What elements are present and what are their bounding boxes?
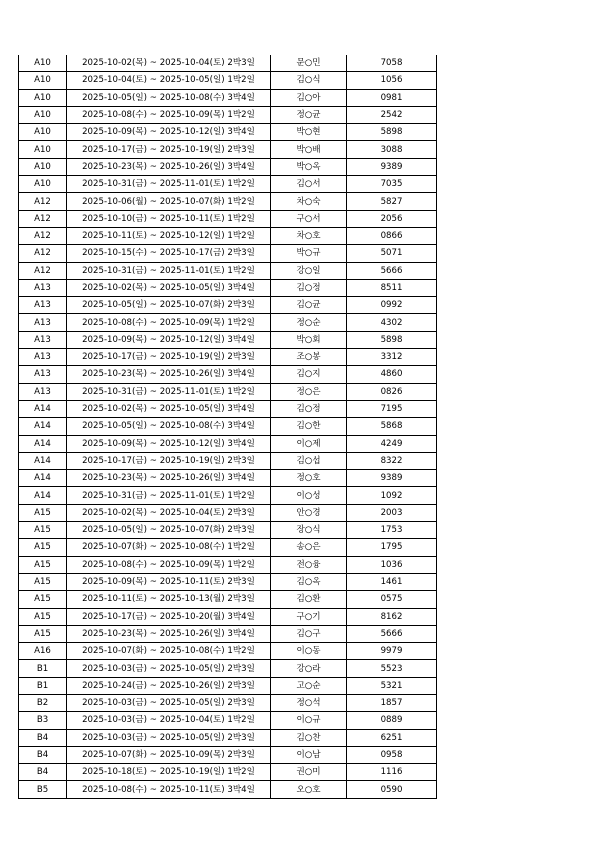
table-row	[19, 487, 437, 504]
room-cell: A12	[19, 245, 67, 262]
period-cell: 2025-10-11(토) ~ 2025-10-12(일) 1박2일	[67, 227, 271, 244]
period-cell: 2025-10-09(목) ~ 2025-10-12(일) 3박4일	[67, 435, 271, 452]
period-cell: 2025-10-03(금) ~ 2025-10-05(일) 2박3일	[67, 729, 271, 746]
room-cell: A10	[19, 141, 67, 158]
guest-name-cell: 강○일	[271, 262, 347, 279]
room-cell: A10	[19, 55, 67, 72]
guest-name-cell: 전○융	[271, 556, 347, 573]
period-cell: 2025-10-08(수) ~ 2025-10-09(목) 1박2일	[67, 106, 271, 123]
code-cell: 5898	[347, 331, 437, 348]
period-cell: 2025-10-09(목) ~ 2025-10-12(일) 3박4일	[67, 124, 271, 141]
room-cell: A10	[19, 176, 67, 193]
guest-name-cell: 이○남	[271, 746, 347, 763]
room-cell: A13	[19, 314, 67, 331]
room-cell: B2	[19, 694, 67, 711]
period-cell: 2025-10-05(일) ~ 2025-10-08(수) 3박4일	[67, 89, 271, 106]
code-cell: 0590	[347, 781, 437, 798]
guest-name-cell: 김○서	[271, 176, 347, 193]
room-cell: A15	[19, 625, 67, 642]
period-cell: 2025-10-08(수) ~ 2025-10-09(목) 1박2일	[67, 556, 271, 573]
guest-name-cell: 송○은	[271, 539, 347, 556]
table-row	[19, 279, 437, 296]
guest-name-cell: 박○배	[271, 141, 347, 158]
room-cell: B1	[19, 677, 67, 694]
code-cell: 0575	[347, 591, 437, 608]
period-cell: 2025-10-02(목) ~ 2025-10-04(토) 2박3일	[67, 55, 271, 72]
guest-name-cell: 박○현	[271, 124, 347, 141]
code-cell: 0992	[347, 297, 437, 314]
period-cell: 2025-10-05(일) ~ 2025-10-08(수) 3박4일	[67, 418, 271, 435]
table-row	[19, 729, 437, 746]
guest-name-cell: 정○석	[271, 694, 347, 711]
code-cell: 6251	[347, 729, 437, 746]
room-cell: A14	[19, 452, 67, 469]
code-cell: 3088	[347, 141, 437, 158]
period-cell: 2025-10-08(수) ~ 2025-10-11(토) 3박4일	[67, 781, 271, 798]
table-row	[19, 141, 437, 158]
code-cell: 5523	[347, 660, 437, 677]
code-cell: 8511	[347, 279, 437, 296]
table-row	[19, 781, 437, 798]
table-row	[19, 210, 437, 227]
room-cell: A10	[19, 106, 67, 123]
table-row	[19, 106, 437, 123]
period-cell: 2025-10-31(금) ~ 2025-11-01(토) 1박2일	[67, 383, 271, 400]
guest-name-cell: 장○식	[271, 522, 347, 539]
guest-name-cell: 김○식	[271, 72, 347, 89]
guest-name-cell: 구○기	[271, 608, 347, 625]
code-cell: 3312	[347, 349, 437, 366]
room-cell: A13	[19, 279, 67, 296]
code-cell: 4302	[347, 314, 437, 331]
guest-name-cell: 김○찬	[271, 729, 347, 746]
period-cell: 2025-10-31(금) ~ 2025-11-01(토) 1박2일	[67, 176, 271, 193]
code-cell: 8322	[347, 452, 437, 469]
room-cell: A15	[19, 539, 67, 556]
code-cell: 2003	[347, 504, 437, 521]
period-cell: 2025-10-03(금) ~ 2025-10-05(일) 2박3일	[67, 660, 271, 677]
code-cell: 8162	[347, 608, 437, 625]
room-cell: B4	[19, 746, 67, 763]
guest-name-cell: 김○균	[271, 297, 347, 314]
room-cell: A12	[19, 227, 67, 244]
table-row	[19, 712, 437, 729]
code-cell: 5666	[347, 625, 437, 642]
table-row	[19, 366, 437, 383]
table-row	[19, 158, 437, 175]
guest-name-cell: 강○라	[271, 660, 347, 677]
code-cell: 5071	[347, 245, 437, 262]
period-cell: 2025-10-31(금) ~ 2025-11-01(토) 1박2일	[67, 487, 271, 504]
guest-name-cell: 김○정	[271, 400, 347, 417]
period-cell: 2025-10-24(금) ~ 2025-10-26(일) 2박3일	[67, 677, 271, 694]
period-cell: 2025-10-23(목) ~ 2025-10-26(일) 3박4일	[67, 470, 271, 487]
guest-name-cell: 차○숙	[271, 193, 347, 210]
room-cell: A15	[19, 573, 67, 590]
table-row	[19, 314, 437, 331]
room-cell: B5	[19, 781, 67, 798]
guest-name-cell: 권○미	[271, 764, 347, 781]
room-cell: B4	[19, 729, 67, 746]
code-cell: 0981	[347, 89, 437, 106]
table-row	[19, 55, 437, 72]
guest-name-cell: 박○규	[271, 245, 347, 262]
period-cell: 2025-10-03(금) ~ 2025-10-04(토) 1박2일	[67, 712, 271, 729]
guest-name-cell: 조○봉	[271, 349, 347, 366]
table-row	[19, 331, 437, 348]
room-cell: A13	[19, 331, 67, 348]
code-cell: 7058	[347, 55, 437, 72]
guest-name-cell: 정○은	[271, 383, 347, 400]
table-row	[19, 573, 437, 590]
period-cell: 2025-10-15(수) ~ 2025-10-17(금) 2박3일	[67, 245, 271, 262]
room-cell: A13	[19, 297, 67, 314]
table-row	[19, 504, 437, 521]
guest-name-cell: 이○동	[271, 643, 347, 660]
period-cell: 2025-10-08(수) ~ 2025-10-09(목) 1박2일	[67, 314, 271, 331]
table-row	[19, 124, 437, 141]
room-cell: B1	[19, 660, 67, 677]
code-cell: 1092	[347, 487, 437, 504]
period-cell: 2025-10-09(목) ~ 2025-10-11(토) 2박3일	[67, 573, 271, 590]
period-cell: 2025-10-07(화) ~ 2025-10-08(수) 1박2일	[67, 643, 271, 660]
table-row	[19, 435, 437, 452]
table-row	[19, 245, 437, 262]
guest-name-cell: 김○아	[271, 89, 347, 106]
room-cell: B3	[19, 712, 67, 729]
room-cell: A13	[19, 349, 67, 366]
period-cell: 2025-10-23(목) ~ 2025-10-26(일) 3박4일	[67, 158, 271, 175]
reservation-table-body	[19, 55, 437, 798]
room-cell: A12	[19, 193, 67, 210]
code-cell: 5868	[347, 418, 437, 435]
code-cell: 4860	[347, 366, 437, 383]
code-cell: 9389	[347, 158, 437, 175]
period-cell: 2025-10-03(금) ~ 2025-10-05(일) 2박3일	[67, 694, 271, 711]
period-cell: 2025-10-11(토) ~ 2025-10-13(월) 2박3일	[67, 591, 271, 608]
room-cell: A10	[19, 124, 67, 141]
table-row	[19, 470, 437, 487]
table-row	[19, 522, 437, 539]
room-cell: A15	[19, 522, 67, 539]
table-row	[19, 418, 437, 435]
period-cell: 2025-10-18(토) ~ 2025-10-19(일) 1박2일	[67, 764, 271, 781]
table-row	[19, 297, 437, 314]
code-cell: 1753	[347, 522, 437, 539]
guest-name-cell: 박○회	[271, 331, 347, 348]
table-row	[19, 176, 437, 193]
period-cell: 2025-10-17(금) ~ 2025-10-20(월) 3박4일	[67, 608, 271, 625]
table-row	[19, 383, 437, 400]
code-cell: 2542	[347, 106, 437, 123]
code-cell: 1795	[347, 539, 437, 556]
table-row	[19, 660, 437, 677]
guest-name-cell: 김○환	[271, 591, 347, 608]
room-cell: A15	[19, 591, 67, 608]
guest-name-cell: 오○호	[271, 781, 347, 798]
table-row	[19, 89, 437, 106]
table-row	[19, 539, 437, 556]
period-cell: 2025-10-17(금) ~ 2025-10-19(일) 2박3일	[67, 141, 271, 158]
code-cell: 5321	[347, 677, 437, 694]
room-cell: A15	[19, 556, 67, 573]
room-cell: A14	[19, 400, 67, 417]
code-cell: 1461	[347, 573, 437, 590]
period-cell: 2025-10-17(금) ~ 2025-10-19(일) 2박3일	[67, 452, 271, 469]
code-cell: 5827	[347, 193, 437, 210]
room-cell: A10	[19, 72, 67, 89]
period-cell: 2025-10-23(목) ~ 2025-10-26(일) 3박4일	[67, 625, 271, 642]
guest-name-cell: 김○지	[271, 366, 347, 383]
room-cell: A12	[19, 262, 67, 279]
guest-name-cell: 김○섭	[271, 452, 347, 469]
code-cell: 1116	[347, 764, 437, 781]
room-cell: A16	[19, 643, 67, 660]
table-row	[19, 262, 437, 279]
guest-name-cell: 이○성	[271, 487, 347, 504]
reservation-table	[18, 55, 437, 799]
code-cell: 0826	[347, 383, 437, 400]
code-cell: 0958	[347, 746, 437, 763]
code-cell: 1036	[347, 556, 437, 573]
code-cell: 4249	[347, 435, 437, 452]
table-row	[19, 694, 437, 711]
guest-name-cell: 박○옥	[271, 158, 347, 175]
table-row	[19, 591, 437, 608]
code-cell: 5666	[347, 262, 437, 279]
table-row	[19, 556, 437, 573]
period-cell: 2025-10-02(목) ~ 2025-10-04(토) 2박3일	[67, 504, 271, 521]
guest-name-cell: 고○순	[271, 677, 347, 694]
guest-name-cell: 문○민	[271, 55, 347, 72]
code-cell: 1056	[347, 72, 437, 89]
guest-name-cell: 김○구	[271, 625, 347, 642]
guest-name-cell: 안○경	[271, 504, 347, 521]
table-row	[19, 643, 437, 660]
period-cell: 2025-10-17(금) ~ 2025-10-19(일) 2박3일	[67, 349, 271, 366]
code-cell: 5898	[347, 124, 437, 141]
table-row	[19, 452, 437, 469]
guest-name-cell: 정○순	[271, 314, 347, 331]
room-cell: A14	[19, 418, 67, 435]
table-row	[19, 677, 437, 694]
room-cell: A12	[19, 210, 67, 227]
table-row	[19, 227, 437, 244]
table-row	[19, 400, 437, 417]
guest-name-cell: 김○한	[271, 418, 347, 435]
code-cell: 7035	[347, 176, 437, 193]
guest-name-cell: 차○호	[271, 227, 347, 244]
room-cell: A14	[19, 435, 67, 452]
period-cell: 2025-10-02(목) ~ 2025-10-05(일) 3박4일	[67, 400, 271, 417]
room-cell: A13	[19, 383, 67, 400]
room-cell: B4	[19, 764, 67, 781]
table-row	[19, 764, 437, 781]
period-cell: 2025-10-05(일) ~ 2025-10-07(화) 2박3일	[67, 522, 271, 539]
code-cell: 9389	[347, 470, 437, 487]
guest-name-cell: 정○균	[271, 106, 347, 123]
guest-name-cell: 정○호	[271, 470, 347, 487]
period-cell: 2025-10-07(화) ~ 2025-10-08(수) 1박2일	[67, 539, 271, 556]
period-cell: 2025-10-09(목) ~ 2025-10-12(일) 3박4일	[67, 331, 271, 348]
code-cell: 9979	[347, 643, 437, 660]
room-cell: A15	[19, 608, 67, 625]
period-cell: 2025-10-05(일) ~ 2025-10-07(화) 2박3일	[67, 297, 271, 314]
period-cell: 2025-10-31(금) ~ 2025-11-01(토) 1박2일	[67, 262, 271, 279]
period-cell: 2025-10-02(목) ~ 2025-10-05(일) 3박4일	[67, 279, 271, 296]
room-cell: A14	[19, 470, 67, 487]
room-cell: A10	[19, 89, 67, 106]
guest-name-cell: 이○규	[271, 712, 347, 729]
table-row	[19, 72, 437, 89]
guest-name-cell: 김○정	[271, 279, 347, 296]
table-row	[19, 349, 437, 366]
room-cell: A14	[19, 487, 67, 504]
period-cell: 2025-10-23(목) ~ 2025-10-26(일) 3박4일	[67, 366, 271, 383]
table-row	[19, 608, 437, 625]
code-cell: 1857	[347, 694, 437, 711]
guest-name-cell: 이○제	[271, 435, 347, 452]
room-cell: A15	[19, 504, 67, 521]
room-cell: A10	[19, 158, 67, 175]
guest-name-cell: 구○서	[271, 210, 347, 227]
period-cell: 2025-10-04(토) ~ 2025-10-05(일) 1박2일	[67, 72, 271, 89]
code-cell: 2056	[347, 210, 437, 227]
guest-name-cell: 김○옥	[271, 573, 347, 590]
table-row	[19, 746, 437, 763]
code-cell: 0889	[347, 712, 437, 729]
table-row	[19, 625, 437, 642]
period-cell: 2025-10-10(금) ~ 2025-10-11(토) 1박2일	[67, 210, 271, 227]
table-row	[19, 193, 437, 210]
code-cell: 7195	[347, 400, 437, 417]
period-cell: 2025-10-07(화) ~ 2025-10-09(목) 2박3일	[67, 746, 271, 763]
code-cell: 0866	[347, 227, 437, 244]
room-cell: A13	[19, 366, 67, 383]
period-cell: 2025-10-06(월) ~ 2025-10-07(화) 1박2일	[67, 193, 271, 210]
